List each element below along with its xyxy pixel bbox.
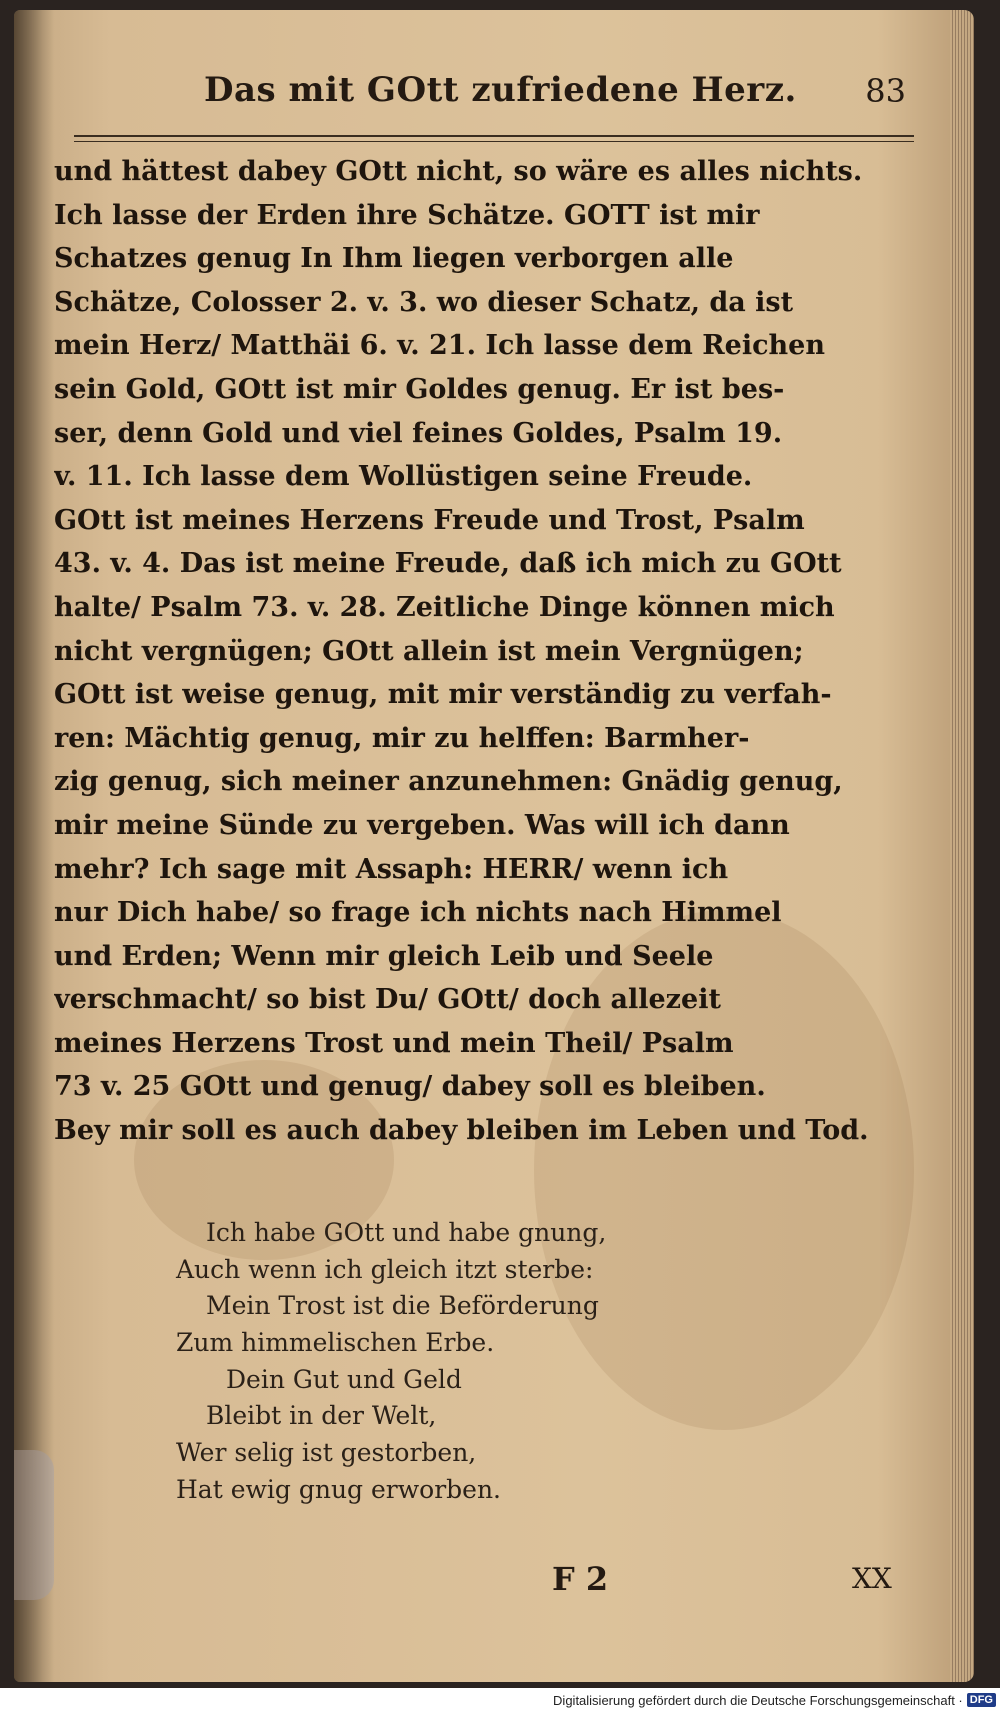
- text-line: mehr? Ich sage mit Assaph: HERR/ wenn ich: [54, 853, 729, 885]
- digitization-footer: [553, 1689, 996, 1711]
- running-head: [184, 70, 924, 118]
- text-line: nur Dich habe/ so frage ich nichts nach Himmel: [54, 897, 782, 929]
- text-line: und hättest dabey GOtt nicht, so wäre es alles nichts.: [54, 156, 863, 187]
- text-line: verschmacht/ so bist Du/ GOtt/ doch allezeit: [54, 984, 721, 1016]
- catchword: XX: [852, 1562, 892, 1595]
- text-line: Bey mir soll es auch dabey bleiben im Leben und Tod.: [54, 1115, 869, 1147]
- text-line: v. 11. Ich lasse dem Wollüstigen seine Freude.: [54, 461, 753, 493]
- text-line: GOtt ist meines Herzens Freude und Trost, Psalm: [54, 504, 805, 536]
- text-line: ren: Mächtig genug, mir zu helffen: Barmher-: [54, 722, 750, 754]
- text-line: 73 v. 25 GOtt und genug/ dabey soll es bleiben.: [54, 1071, 766, 1103]
- text-line: 43. v. 4. Das ist meine Freude, daß ich mich zu GOtt: [54, 548, 842, 580]
- verse-line: Dein Gut und Geld: [226, 1364, 462, 1394]
- text-line: Ich lasse der Erden ihre Schätze. GOTT ist mir: [54, 199, 760, 231]
- text-line: zig genug, sich meiner anzunehmen: Gnädig genug,: [54, 766, 843, 798]
- page-clip: [14, 1450, 54, 1600]
- body-text: [54, 150, 924, 1153]
- signature-mark: F 2: [552, 1560, 609, 1598]
- text-line: und Erden; Wenn mir gleich Leib und Seele: [54, 940, 714, 972]
- header-rule: [74, 135, 914, 142]
- text-line: Schatzes genug In Ihm liegen verborgen alle: [54, 243, 734, 275]
- text-line: sein Gold, GOtt ist mir Goldes genug. Er ist bes-: [54, 373, 785, 405]
- dfg-logo: DFG: [967, 1693, 996, 1707]
- text-line: GOtt ist weise genug, mit mir verständig zu verfah-: [54, 679, 832, 711]
- book-page: [14, 10, 974, 1682]
- verse-line: Wer selig ist gestorben,: [176, 1438, 477, 1468]
- text-line: nicht vergnügen; GOtt allein ist mein Vergnügen;: [54, 635, 804, 667]
- footer-text: Digitalisierung gefördert durch die Deutsche Forschungsgemeinschaft ·: [553, 1692, 963, 1708]
- text-line: Schätze, Colosser 2. v. 3. wo dieser Schatz, da ist: [54, 286, 794, 318]
- verse-line: Hat ewig gnug erworben.: [176, 1474, 501, 1504]
- text-line: meines Herzens Trost und mein Theil/ Psalm: [54, 1027, 734, 1059]
- verse-block: [164, 1215, 724, 1509]
- verse-line: Mein Trost ist die Beförderung: [206, 1291, 599, 1321]
- running-title: Das mit GOtt zufriedene Herz.: [204, 70, 797, 110]
- verse-line: Bleibt in der Welt,: [206, 1401, 437, 1431]
- page-edges: [950, 10, 974, 1682]
- text-line: mir meine Sünde zu vergeben. Was will ich dann: [54, 809, 790, 841]
- text-line: ser, denn Gold und viel feines Goldes, Psalm 19.: [54, 417, 783, 449]
- spine-shadow: [14, 10, 54, 1682]
- page-number: 83: [865, 72, 906, 110]
- text-line: mein Herz/ Matthäi 6. v. 21. Ich lasse dem Reichen: [54, 330, 825, 362]
- verse-line: Auch wenn ich gleich itzt sterbe:: [176, 1254, 594, 1284]
- verse-line: Zum himmelischen Erbe.: [176, 1328, 495, 1358]
- text-line: halte/ Psalm 73. v. 28. Zeitliche Dinge können mich: [54, 591, 835, 623]
- verse-line: Ich habe GOtt und habe gnung,: [206, 1218, 607, 1247]
